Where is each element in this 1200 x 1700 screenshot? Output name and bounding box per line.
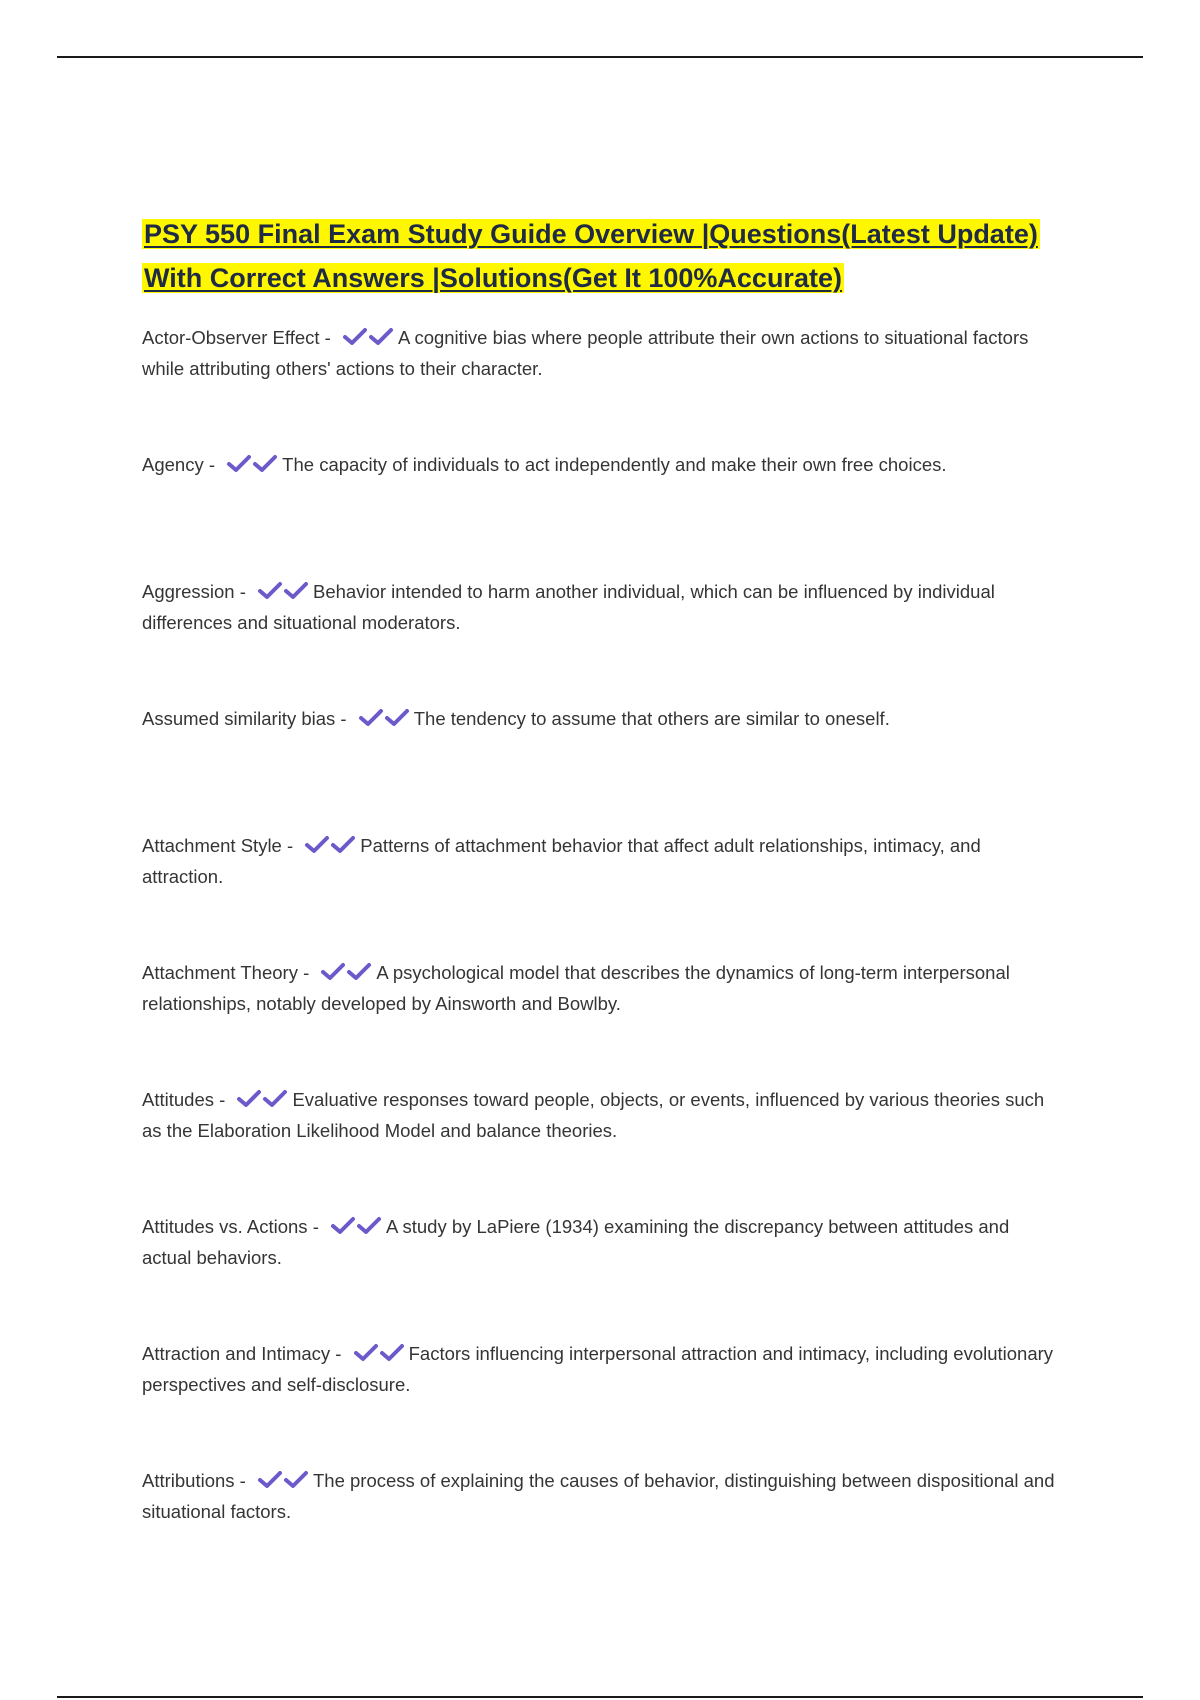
page-bottom-rule (57, 1696, 1143, 1698)
term-separator: - (297, 962, 315, 983)
term-name: Attitudes vs. Actions (142, 1216, 308, 1237)
check-icon (236, 1089, 262, 1109)
check-icon (358, 708, 384, 728)
term-entry (142, 322, 1062, 449)
term-list (142, 322, 1062, 1592)
check-icon (342, 327, 368, 347)
term-entry (142, 957, 1062, 1084)
term-entry (142, 1211, 1062, 1338)
check-icon (330, 1216, 356, 1236)
check-icon (257, 1470, 283, 1490)
check-icon (384, 708, 410, 728)
term-definition: Factors influencing interpersonal attraction and intimacy, including evolutionary perspectives and self-disclosure. (142, 1343, 1054, 1395)
term-name: Attributions (142, 1470, 235, 1491)
term-entry (142, 830, 1062, 957)
double-check-icon (257, 1465, 309, 1496)
double-check-icon (330, 1211, 382, 1242)
term-separator: - (307, 1216, 325, 1237)
check-icon (330, 835, 356, 855)
term-definition: Patterns of attachment behavior that affect adult relationships, intimacy, and attraction. (142, 835, 981, 887)
term-name: Assumed similarity bias (142, 708, 336, 729)
term-entry (142, 703, 1062, 830)
check-icon (252, 454, 278, 474)
title-line-1: PSY 550 Final Exam Study Guide Overview |Questions(Latest Update) (144, 219, 1038, 249)
term-entry (142, 449, 1062, 576)
check-icon (304, 835, 330, 855)
term-definition: A study by LaPiere (1934) examining the discrepancy between attitudes and actual behaviors. (142, 1216, 1010, 1268)
check-icon (368, 327, 394, 347)
term-definition: The process of explaining the causes of behavior, distinguishing between dispositional and situational factors. (142, 1470, 1055, 1522)
double-check-icon (226, 449, 278, 480)
term-definition: Evaluative responses toward people, objects, or events, influenced by various theories such as the Elaboration Likelihood Model and balance theories. (142, 1089, 1045, 1141)
check-icon (283, 581, 309, 601)
term-entry (142, 576, 1062, 703)
term-entry (142, 1338, 1062, 1465)
check-icon (226, 454, 252, 474)
document-title (142, 212, 1062, 300)
term-separator: - (330, 1343, 347, 1364)
term-separator: - (203, 454, 221, 475)
double-check-icon (257, 576, 309, 607)
title-line-2: With Correct Answers |Solutions(Get It 100%Accurate) (144, 263, 842, 293)
term-definition: The capacity of individuals to act independently and make their own free choices. (282, 454, 947, 475)
term-definition: Behavior intended to harm another individual, which can be influenced by individual differences and situational moderators. (142, 581, 995, 633)
term-name: Attachment Style (142, 835, 282, 856)
term-separator: - (234, 581, 252, 602)
page-top-rule (57, 56, 1143, 58)
check-icon (320, 962, 346, 982)
term-name: Agency (142, 454, 204, 475)
check-icon (379, 1343, 405, 1363)
term-entry (142, 1465, 1062, 1592)
term-name: Aggression (142, 581, 235, 602)
check-icon (353, 1343, 379, 1363)
term-separator: - (234, 1470, 251, 1491)
term-definition: A cognitive bias where people attribute their own actions to situational factors while attributing others' actions to their character. (142, 327, 1029, 379)
term-definition: A psychological model that describes the dynamics of long-term interpersonal relationships, notably developed by Ainsworth and Bowlby. (142, 962, 1010, 1014)
term-definition: The tendency to assume that others are similar to oneself. (413, 708, 890, 729)
term-separator: - (335, 708, 352, 729)
double-check-icon (236, 1084, 288, 1115)
check-icon (257, 581, 283, 601)
term-name: Actor-Observer Effect (142, 327, 320, 348)
double-check-icon (304, 830, 356, 861)
double-check-icon (358, 703, 410, 734)
check-icon (283, 1470, 309, 1490)
term-name: Attitudes (142, 1089, 214, 1110)
double-check-icon (320, 957, 372, 988)
check-icon (262, 1089, 288, 1109)
check-icon (356, 1216, 382, 1236)
term-name: Attachment Theory (142, 962, 298, 983)
term-name: Attraction and Intimacy (142, 1343, 331, 1364)
term-separator: - (281, 835, 299, 856)
term-entry (142, 1084, 1062, 1211)
double-check-icon (353, 1338, 405, 1369)
term-separator: - (214, 1089, 231, 1110)
document-body (142, 212, 1062, 1592)
double-check-icon (342, 322, 394, 353)
term-separator: - (319, 327, 336, 348)
check-icon (346, 962, 372, 982)
